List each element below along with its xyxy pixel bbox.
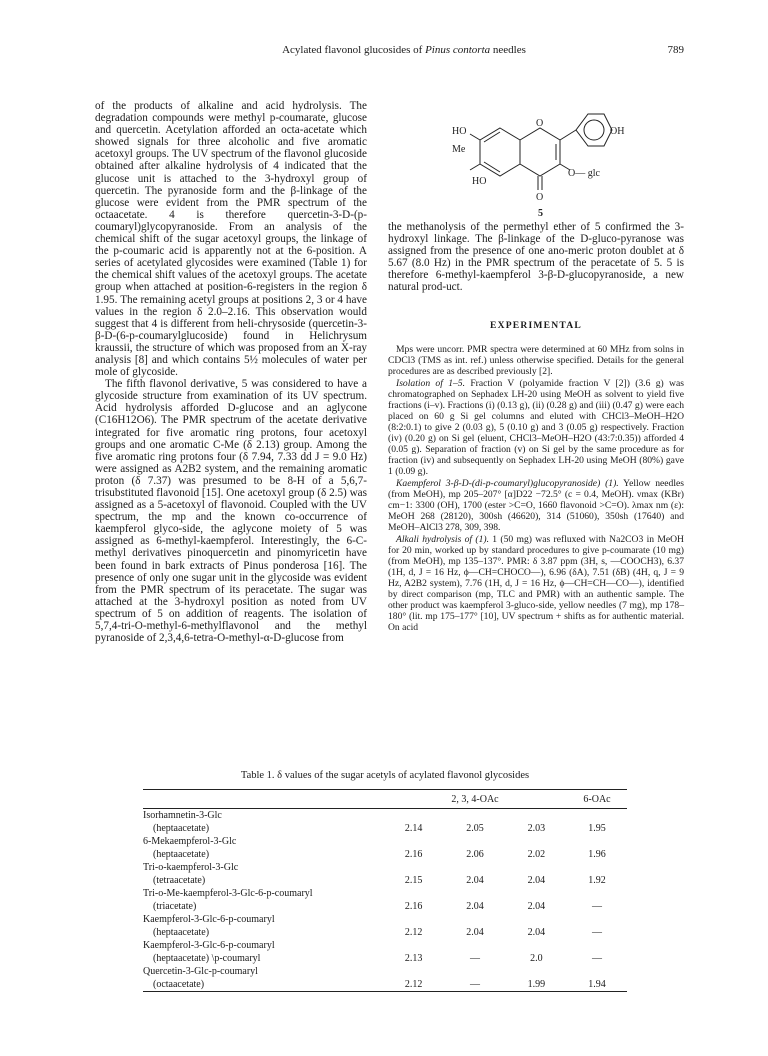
shift-value-v4: 1.92 — [588, 875, 606, 886]
shift-value-v1: 2.16 — [404, 901, 423, 912]
running-title-italic: Pinus contorta — [425, 44, 491, 56]
acetyl-shift-table — [143, 789, 627, 992]
compound-name: Kaempferol-3-Glc-6-p-coumaryl — [143, 914, 275, 925]
exp-paragraph-3 — [388, 478, 684, 533]
experimental-text — [388, 344, 684, 633]
struct-label-me: Me — [452, 144, 466, 155]
page-number: 789 — [667, 44, 684, 56]
shift-value-v1: 2.16 — [404, 849, 423, 860]
table-row — [143, 848, 627, 861]
exp-paragraph-2 — [388, 378, 684, 477]
exp-paragraph-3-body: Yellow needles (from MeOH), mp 205–207° [α]D22 −72.5° (c = 0.4, MeOH). νmax (KBr) cm−1: 3300 (OH), 1700 (ester >C=O, 1660 flavonoid >C=O). λmax nm (ε): MeOH 268 (28120), 300sh (46620), 314 (51060), 350sh (17640) and MeOH–AlCl3 278, 309, 398. — [388, 477, 684, 533]
compound-name: Tri-o-kaempferol-3-Glc — [143, 862, 239, 873]
struct-label-ho-bottom: HO — [472, 176, 487, 187]
compound-name: 6-Mekaempferol-3-Glc — [143, 836, 237, 847]
shift-value-v4: — — [592, 953, 602, 964]
compound-derivative: (heptaacetate) \p-coumaryl — [153, 953, 261, 964]
shift-value-v2: 2.04 — [466, 927, 484, 938]
left-column — [95, 100, 367, 644]
struct-label-carbonyl-o: O — [536, 192, 544, 203]
compound-name: Quercetin-3-Glc-p-coumaryl — [143, 966, 258, 977]
compound-derivative: (octaacetate) — [143, 978, 383, 992]
table-row — [143, 965, 627, 978]
running-title-post: needles — [490, 44, 526, 56]
table-1 — [143, 770, 627, 992]
table-row — [143, 809, 627, 823]
struct-label-oglc: O— glc — [568, 168, 600, 179]
table-row — [143, 913, 627, 926]
running-title-pre: Acylated flavonol glucosides of — [282, 44, 426, 56]
struct-label-ring-o: O — [536, 118, 544, 129]
shift-value-v3: 2.02 — [527, 849, 546, 860]
table-row — [143, 926, 627, 939]
shift-value-v3: 2.03 — [527, 823, 546, 834]
exp-paragraph-4-heading: Alkali hydrolysis of (1). — [396, 533, 489, 545]
table-body — [143, 809, 627, 992]
shift-value-v4: — — [592, 927, 602, 938]
shift-value-v4: — — [592, 901, 602, 912]
shift-value-v1: 2.15 — [404, 875, 423, 886]
running-title — [184, 44, 624, 56]
shift-value-v2: — — [469, 953, 480, 964]
table-row — [143, 978, 627, 992]
compound-derivative: (tetraacetate) — [153, 875, 206, 886]
table-row — [143, 822, 627, 835]
compound-name: Tri-o-Me-kaempferol-3-Glc-6-p-coumaryl — [143, 888, 313, 899]
shift-value-v1: 2.12 — [404, 927, 423, 938]
exp-paragraph-2-body: Fraction V (polyamide fraction V [2]) (3.6 g) was chromatographed on Sephadex LH-20 using MeOH as solvent to yield five fractions (i–v). Fractions (i) (0.13 g), (ii) (0.28 g) and (iii) (0.47 g) were each placed on 60 g Si gel columns and eluted with CHCl3–MeOH–H2O (8:2:0.1) to give 2 (0.03 g), 5 (0.10 g) and 3 (0.05 g) respectively. Fraction (iv) (0.20 g) on Si gel (eluent, CHCl3–MeOH–H2O (43:7:0.35)) afforded 4 (0.05 g). Separation of fraction (v) on Si gel by the same procedure as for fraction (iv) and subsequently on Sephadex LH-20 using MeOH (80%) gave 1 (0.09 g). — [388, 377, 684, 477]
shift-value-v4: 1.95 — [588, 823, 606, 834]
table-caption: Table 1. δ values of the sugar acetyls of acylated flavonol glycosides — [240, 770, 530, 781]
shift-value-v3: 2.04 — [527, 927, 546, 938]
left-paragraph-1: of the products of alkaline and acid hydrolysis. The degradation compounds were methyl p-coumarate, glucose and quercetin. Acetylation afforded an octa-acetate which showed signals for three alcoholic and five aromatic acetoxyl groups. The UV spectrum of the flavonol glucoside obtained after alkaline hydrolysis of 4 indicated that the glucose unit is attached to the 3-hydroxyl group of quercetin. The pyranoside form and the β-linkage of the glucose were evident from the PMR spectrum of the octaacetate. 4 is therefore quercetin-3-D-(p-coumaryl)glycopyranoside. From an analysis of the chemical shift of the sugar acetoxyl groups, the linkage of the p-coumaric acid is apparently not at the 6-position. A series of acetylated glycosides were examined (Table 1) for the chemical shift values of the acetoxyl groups. The acetate group when attached at position-6-registers in the region δ 1.95. The remaining acetyl groups at positions 2, 3 or 4 have values in the region δ 2.0–2.16. This observation would suggest that 4 is different from heli-chrysoside (quercetin-3-β-D-(6-p-coumarylglucoside) found in Helichrysum kraussii, the structure of which was proposed from an X-ray analysis [8] and which contains 5½ molecules of water per mole of glycoside. — [95, 100, 367, 379]
left-paragraph-2: The fifth flavonol derivative, 5 was considered to have a glycoside structure from examination of its UV spectrum. Acid hydrolysis afforded D-glucose and an aglycone (C16H12O6). The PMR spectrum of the acetate derivative integrated for five aromatic ring protons, four acetoxyl groups and one aromatic C-Me (δ 2.13) group. Among the five aromatic ring protons four (δ 7.94, 7.33 dd J = 9.0 Hz) were assigned as A2B2 system, and the remaining aromatic proton (δ 7.37) was presumed to be 8-H of a 5,6,7-trisubstituted flavonoid [15]. One acetoxyl group (δ 2.5) was assigned as a 5-acetoxyl of flavonoid. Coupled with the UV spectrum, the mp and the known co-occurrence of kaempferol glyco-side, the aglycone moiety of 5 was assigned as 6-methyl-kaempferol. Interestingly, the 6-C-methyl derivatives pinoquercetin and pinomyricetin have been found in bark extracts of Pinus ponderosa [16]. The presence of only one sugar unit in the glycoside was evident from the PMR spectrum of its peracetate. The sugar was attached at the 3-hydroxyl position as noted from UV spectrum of 5 on addition of reagents. The isolation of 5,7,4-tri-O-methyl-6-methylflavonol and the methyl pyranoside of 2,3,4,6-tetra-O-methyl-α-D-glucose from — [95, 378, 367, 645]
shift-value-v4: 1.94 — [567, 978, 627, 992]
table-row — [143, 900, 627, 913]
compound-derivative: (heptaacetate) — [153, 823, 210, 834]
table-header-group-1: 2, 3, 4-OAc — [383, 790, 567, 809]
table-row — [143, 835, 627, 848]
compound-name: Kaempferol-3-Glc-6-p-coumaryl — [143, 940, 275, 951]
shift-value-v3: 2.04 — [527, 875, 546, 886]
right-intro: the methanolysis of the permethyl ether of 5 confirmed the 3-hydroxyl linkage. The β-linkage of the D-gluco-pyranose was assigned from the presence of one ano-meric proton doublet at δ 5.67 (8.0 Hz) in the PMR spectrum of the peracetate of 5. 5 is therefore 6-methyl-kaempferol 3-β-D-glucopyranoside, a new natural prod-uct. — [388, 221, 684, 294]
shift-value-v4: 1.96 — [588, 849, 606, 860]
exp-paragraph-3-heading: Kaempferol 3-β-D-(di-p-coumaryl)glucopyranoside) (1). — [396, 477, 619, 489]
table-header-compound — [143, 790, 383, 809]
table-row — [143, 887, 627, 900]
shift-value-v2: 2.04 — [466, 875, 484, 886]
section-title-experimental: EXPERIMENTAL — [489, 319, 583, 331]
compound-derivative: (heptaacetate) — [153, 849, 210, 860]
compound-derivative: (triacetate) — [153, 901, 197, 912]
shift-value-v1: 2.13 — [404, 953, 423, 964]
struct-label-ho-top: HO — [452, 126, 467, 137]
table-row — [143, 952, 627, 965]
compound-derivative: (heptaacetate) — [153, 927, 210, 938]
table-header-group-2: 6-OAc — [567, 790, 627, 809]
shift-value-v2: 2.04 — [466, 901, 484, 912]
right-column — [388, 221, 684, 634]
exp-paragraph-4 — [388, 534, 684, 633]
shift-value-v2: — — [444, 978, 505, 992]
chemical-structure-5 — [452, 100, 625, 220]
table-row — [143, 874, 627, 887]
exp-paragraph-4-body: 1 (50 mg) was refluxed with Na2CO3 in MeOH for 20 min, worked up by standard procedures to give p-coumarate (10 mg) (from MeOH), mp 135–137°. PMR: δ 3.87 ppm (3H, s, —COOCH3), 6.37 (1H, d, J = 16 Hz, ϕ—CH=CHOCO—), 6.96 (δA), 7.51 (δB) (4H, q, J = 9 Hz, A2B2 system), 7.76 (1H, d, J = 16 Hz, ϕ—CH=CH—CO—), identified by direct comparison (mp, TLC and PMR) with an authentic sample. The other product was kaempferol 3-gluco-side, yellow needles (7 mg), mp 178–180° (lit. mp 175–177° [10], UV spectrum + shifts as for authentic material. On acid — [388, 533, 684, 633]
table-row — [143, 939, 627, 952]
shift-value-v3: 2.04 — [527, 901, 546, 912]
compound-name: Isorhamnetin-3-Glc — [143, 810, 222, 821]
shift-value-v1: 2.14 — [404, 823, 423, 834]
table-row — [143, 861, 627, 874]
exp-paragraph-2-heading: Isolation of 1–5. — [396, 377, 465, 389]
shift-value-v2: 2.06 — [466, 849, 484, 860]
shift-value-v3: 1.99 — [506, 978, 567, 992]
shift-value-v2: 2.05 — [466, 823, 484, 834]
exp-paragraph-1: Mps were uncorr. PMR spectra were determined at 60 MHz from solns in CDCl3 (TMS as int. ref.) unless otherwise specified. Details for the general procedures are as described previously [2]. — [388, 343, 684, 377]
shift-value-v3: 2.0 — [530, 953, 543, 964]
shift-value-v1: 2.12 — [383, 978, 444, 992]
struct-label-oh: OH — [610, 126, 625, 137]
compound-number: 5 — [538, 208, 543, 219]
